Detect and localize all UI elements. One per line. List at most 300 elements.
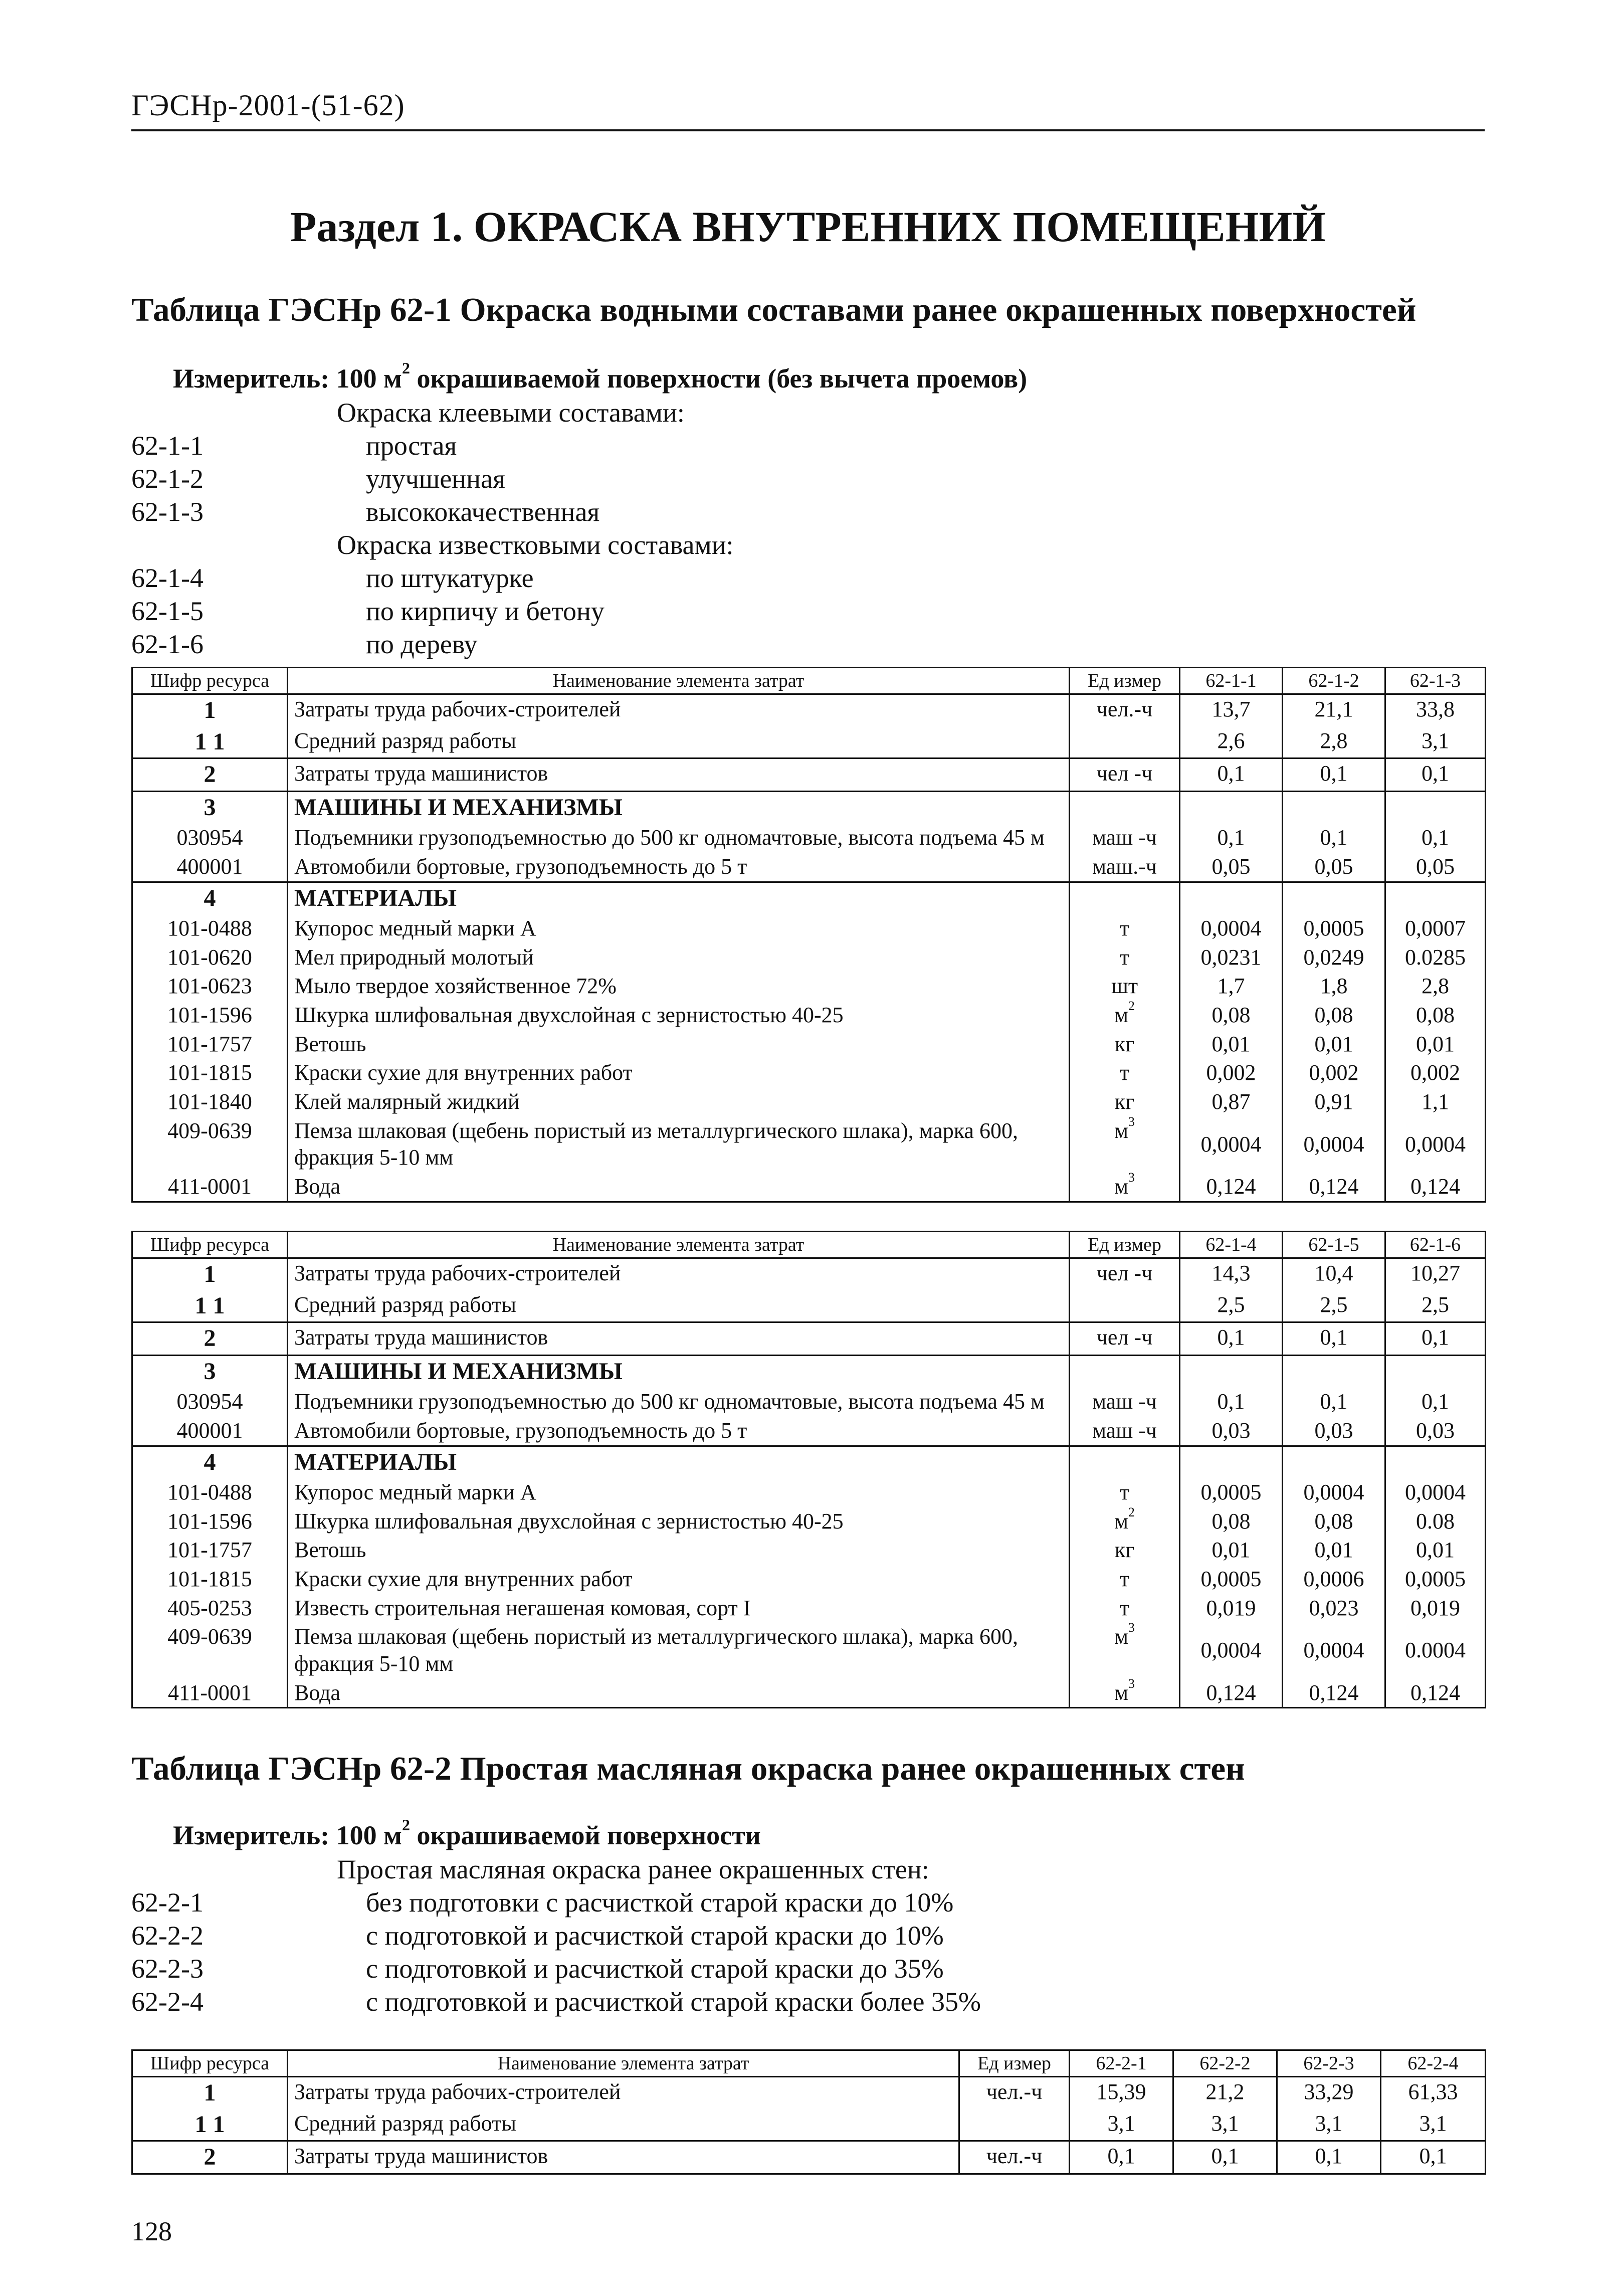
- resource-code: 400001: [132, 852, 288, 882]
- table-row: [132, 1030, 1486, 1059]
- column-header: Шифр ресурса: [132, 668, 288, 694]
- unit-sup: 3: [1128, 1620, 1135, 1635]
- resource-code: 101-0620: [132, 943, 288, 972]
- table-row: [132, 1258, 1486, 1290]
- resource-unit: [959, 2141, 1070, 2174]
- resource-unit: [1070, 1030, 1180, 1059]
- unit-text: чел.-ч: [986, 2144, 1043, 2169]
- resource-unit: [1070, 1594, 1180, 1623]
- resource-code: 101-1757: [132, 1536, 288, 1565]
- unit-text: т: [1119, 916, 1130, 941]
- resource-code: 1: [132, 1258, 288, 1290]
- resource-value: 0,0005: [1385, 1565, 1486, 1594]
- item-code: 62-1-1: [131, 431, 204, 461]
- unit-text: м: [1114, 1003, 1128, 1028]
- resource-name: Подъемники грузоподъемностью до 500 кг одномачтовые, высота подъема 45 м: [288, 823, 1070, 852]
- resource-value: 0,87: [1180, 1087, 1283, 1116]
- resource-unit: [1070, 1322, 1180, 1356]
- resource-value: 0,124: [1385, 1678, 1486, 1708]
- resource-name: Средний разряд работы: [288, 1290, 1070, 1322]
- resource-unit: [1070, 914, 1180, 943]
- resource-value: 2,8: [1385, 972, 1486, 1001]
- resource-value: 0,01: [1283, 1536, 1385, 1565]
- column-header: 62-1-6: [1385, 1232, 1486, 1258]
- resource-value: 0,0004: [1283, 1478, 1385, 1507]
- resource-unit: [1070, 1058, 1180, 1087]
- resource-value: 0,0004: [1283, 1116, 1385, 1172]
- resource-code: 2: [132, 1322, 288, 1356]
- resource-code: 1 1: [132, 2109, 288, 2141]
- resource-value: 0,124: [1180, 1678, 1283, 1708]
- resource-value: [1385, 791, 1486, 823]
- resource-code: 409-0639: [132, 1622, 288, 1678]
- resource-name: Подъемники грузоподъемностью до 500 кг одномачтовые, высота подъема 45 м: [288, 1387, 1070, 1416]
- resource-name: Затраты труда рабочих-строителей: [288, 694, 1070, 726]
- resource-value: 2,5: [1283, 1290, 1385, 1322]
- resource-value: 3,1: [1277, 2109, 1381, 2141]
- resource-value: 0.0004: [1385, 1622, 1486, 1678]
- resource-value: 0,1: [1381, 2141, 1486, 2174]
- unit-text: м: [1114, 1508, 1128, 1534]
- resource-unit: [1070, 1258, 1180, 1290]
- resource-value: 2,6: [1180, 726, 1283, 758]
- table-row: [132, 1116, 1486, 1172]
- resource-code: 1: [132, 2077, 288, 2109]
- unit-text: т: [1119, 944, 1130, 970]
- unit-text: т: [1119, 1595, 1130, 1620]
- column-header: 62-2-1: [1070, 2050, 1173, 2077]
- resource-value: 0,1: [1180, 758, 1283, 792]
- resource-unit: [1070, 758, 1180, 792]
- table-62-1-grid-a: [131, 667, 1486, 1203]
- resource-value: 21,2: [1173, 2077, 1277, 2109]
- resource-value: 0,03: [1385, 1416, 1486, 1446]
- table-row: [132, 914, 1486, 943]
- resource-name: Купорос медный марки А: [288, 914, 1070, 943]
- resource-value: 1,7: [1180, 972, 1283, 1001]
- resource-value: 0,0005: [1180, 1478, 1283, 1507]
- table-row: [132, 852, 1486, 882]
- resource-value: 10,27: [1385, 1258, 1486, 1290]
- resource-value: 61,33: [1381, 2077, 1486, 2109]
- resource-name: Мел природный молотый: [288, 943, 1070, 972]
- column-header: Наименование элемента затрат: [288, 668, 1070, 694]
- resource-value: 10,4: [1283, 1258, 1385, 1290]
- resource-code: 101-1815: [132, 1058, 288, 1087]
- resource-value: [1180, 791, 1283, 823]
- table-62-1-grid-b: [131, 1231, 1486, 1708]
- resource-value: 2,5: [1385, 1290, 1486, 1322]
- item-text: без подготовки с расчисткой старой краски до 10%: [366, 1887, 954, 1918]
- resource-name: Средний разряд работы: [288, 726, 1070, 758]
- resource-code: 1: [132, 694, 288, 726]
- resource-value: 0,124: [1283, 1172, 1385, 1202]
- resource-value: 0,1: [1180, 1322, 1283, 1356]
- resource-name: Затраты труда машинистов: [288, 2141, 959, 2174]
- resource-name: МАШИНЫ И МЕХАНИЗМЫ: [288, 791, 1070, 823]
- unit-text: м: [1114, 1624, 1128, 1649]
- unit-text: маш.-ч: [1092, 854, 1157, 879]
- resource-unit: [1070, 1355, 1180, 1387]
- resource-value: 0,0004: [1385, 1478, 1486, 1507]
- resource-unit: [1070, 1416, 1180, 1446]
- resource-value: 0,124: [1283, 1678, 1385, 1708]
- resource-unit: [1070, 1678, 1180, 1708]
- resource-unit: [1070, 1622, 1180, 1678]
- resource-value: 0,0004: [1283, 1622, 1385, 1678]
- resource-value: 0,08: [1283, 1001, 1385, 1030]
- resource-value: 0,1: [1277, 2141, 1381, 2174]
- resource-unit: [1070, 1565, 1180, 1594]
- table-row: [132, 1478, 1486, 1507]
- resource-code: 2: [132, 758, 288, 792]
- table-row: [132, 1565, 1486, 1594]
- resource-code: 2: [132, 2141, 288, 2174]
- unit-sup: 2: [1128, 1504, 1135, 1519]
- resource-value: 0,08: [1180, 1001, 1283, 1030]
- resource-name: Затраты труда рабочих-строителей: [288, 2077, 959, 2109]
- resource-name: МАТЕРИАЛЫ: [288, 1446, 1070, 1478]
- section-title: Раздел 1. ОКРАСКА ВНУТРЕННИХ ПОМЕЩЕНИЙ: [290, 203, 1326, 251]
- item-code: 62-1-4: [131, 563, 204, 593]
- column-header: 62-1-3: [1385, 668, 1486, 694]
- resource-value: [1180, 1355, 1283, 1387]
- resource-code: 4: [132, 1446, 288, 1478]
- table-header-row: [132, 668, 1486, 694]
- table-row: [132, 726, 1486, 758]
- running-header: ГЭСНр-2001-(51-62): [131, 89, 405, 122]
- column-header: Ед измер: [959, 2050, 1070, 2077]
- item-code: 62-2-1: [131, 1887, 204, 1918]
- item-code: 62-2-2: [131, 1921, 204, 1951]
- resource-code: 101-1596: [132, 1001, 288, 1030]
- unit-text: чел -ч: [1096, 1325, 1153, 1350]
- resource-value: [1283, 1355, 1385, 1387]
- resource-name: Известь строительная негашеная комовая, сорт I: [288, 1594, 1070, 1623]
- table-row: [132, 1058, 1486, 1087]
- resource-value: 0,05: [1180, 852, 1283, 882]
- table-row: [132, 2109, 1486, 2141]
- resource-value: 0,0005: [1180, 1565, 1283, 1594]
- resource-name: Затраты труда машинистов: [288, 1322, 1070, 1356]
- page-number: 128: [131, 2216, 172, 2246]
- column-header: Ед измер: [1070, 1232, 1180, 1258]
- table-row: [132, 1507, 1486, 1536]
- column-header: 62-1-5: [1283, 1232, 1385, 1258]
- resource-name: Затраты труда рабочих-строителей: [288, 1258, 1070, 1290]
- item-code: 62-1-5: [131, 596, 204, 626]
- resource-value: 14,3: [1180, 1258, 1283, 1290]
- table-row: [132, 1387, 1486, 1416]
- resource-value: 0,0231: [1180, 943, 1283, 972]
- resource-value: [1180, 1446, 1283, 1478]
- resource-value: 0.0285: [1385, 943, 1486, 972]
- unit-text: м: [1114, 1174, 1128, 1199]
- resource-name: Мыло твердое хозяйственное 72%: [288, 972, 1070, 1001]
- resource-code: 101-1757: [132, 1030, 288, 1059]
- table-header-row: [132, 2050, 1486, 2077]
- resource-value: 2,8: [1283, 726, 1385, 758]
- resource-value: 0,1: [1173, 2141, 1277, 2174]
- table-row: [132, 882, 1486, 914]
- unit-text: м: [1114, 1680, 1128, 1705]
- resource-value: 3,1: [1070, 2109, 1173, 2141]
- resource-unit: [1070, 1172, 1180, 1202]
- unit-text: т: [1119, 1480, 1130, 1505]
- resource-name: МАТЕРИАЛЫ: [288, 882, 1070, 914]
- resource-value: 0,01: [1283, 1030, 1385, 1059]
- table-row: [132, 1087, 1486, 1116]
- resource-unit: [1070, 1387, 1180, 1416]
- column-header: Шифр ресурса: [132, 1232, 288, 1258]
- unit-text: шт: [1111, 974, 1138, 999]
- table-row: [132, 758, 1486, 792]
- unit-text: маш -ч: [1092, 825, 1157, 850]
- resource-value: 0,0249: [1283, 943, 1385, 972]
- resource-unit: [959, 2077, 1070, 2109]
- resource-code: 030954: [132, 1387, 288, 1416]
- resource-unit: [1070, 1504, 1180, 1536]
- table-row: [132, 1416, 1486, 1446]
- resource-value: 0,0004: [1180, 1116, 1283, 1172]
- resource-value: 0,1: [1283, 823, 1385, 852]
- resource-value: 2,5: [1180, 1290, 1283, 1322]
- meter-text: окрашиваемой поверхности: [417, 1820, 761, 1850]
- resource-code: 101-1815: [132, 1565, 288, 1594]
- resource-value: 0,03: [1283, 1416, 1385, 1446]
- resource-unit: [1070, 1116, 1180, 1172]
- resource-unit: [1070, 823, 1180, 852]
- resource-unit: [1070, 1478, 1180, 1507]
- resource-unit: [1070, 1290, 1180, 1322]
- item-text: с подготовкой и расчисткой старой краски более 35%: [366, 1987, 981, 2017]
- meter-sup: 2: [401, 359, 410, 377]
- resource-value: 0,1: [1283, 1322, 1385, 1356]
- resource-unit: [1070, 852, 1180, 882]
- table-row: [132, 1001, 1486, 1030]
- resource-value: 0,1: [1283, 1387, 1385, 1416]
- resource-value: 0,1: [1070, 2141, 1173, 2174]
- resource-name: МАШИНЫ И МЕХАНИЗМЫ: [288, 1355, 1070, 1387]
- group-title-text: Простая масляная окраска ранее окрашенных стен:: [337, 1854, 929, 1884]
- resource-value: 0,002: [1385, 1058, 1486, 1087]
- meter-qty: 100 м: [336, 1820, 402, 1850]
- resource-code: 030954: [132, 823, 288, 852]
- resource-name: Пемза шлаковая (щебень пористый из металлургического шлака), марка 600, фракция 5-10 мм: [288, 1622, 1070, 1678]
- resource-name: Шкурка шлифовальная двухслойная с зернистостью 40-25: [288, 1507, 1070, 1536]
- item-code: 62-1-2: [131, 464, 204, 494]
- table-62-2-meter: [173, 1816, 761, 1851]
- unit-text: маш -ч: [1092, 1418, 1157, 1443]
- unit-sup: 3: [1128, 1114, 1135, 1129]
- column-header: 62-2-3: [1277, 2050, 1381, 2077]
- resource-value: 0,124: [1180, 1172, 1283, 1202]
- resource-value: 0,124: [1385, 1172, 1486, 1202]
- resource-value: [1180, 882, 1283, 914]
- column-header: Наименование элемента затрат: [288, 2050, 959, 2077]
- unit-text: т: [1119, 1060, 1130, 1085]
- item-text: простая: [366, 431, 457, 461]
- resource-value: 0,08: [1283, 1507, 1385, 1536]
- table-row: [132, 1172, 1486, 1202]
- column-header: Шифр ресурса: [132, 2050, 288, 2077]
- resource-code: 1 1: [132, 1290, 288, 1322]
- resource-value: 0,1: [1180, 1387, 1283, 1416]
- resource-value: 0,023: [1283, 1594, 1385, 1623]
- resource-value: 3,1: [1381, 2109, 1486, 2141]
- resource-value: 0,05: [1385, 852, 1486, 882]
- resource-value: 0,0004: [1180, 1622, 1283, 1678]
- column-header: 62-1-1: [1180, 668, 1283, 694]
- unit-text: маш -ч: [1092, 1389, 1157, 1414]
- resource-value: 0,002: [1180, 1058, 1283, 1087]
- resource-code: 101-1596: [132, 1507, 288, 1536]
- resource-unit: [1070, 882, 1180, 914]
- resource-value: 0,01: [1180, 1030, 1283, 1059]
- resource-unit: [1070, 1446, 1180, 1478]
- resource-code: 101-0488: [132, 914, 288, 943]
- resource-value: 0,91: [1283, 1087, 1385, 1116]
- unit-text: чел -ч: [1096, 1261, 1153, 1285]
- resource-value: 0,019: [1180, 1594, 1283, 1623]
- table-row: [132, 1594, 1486, 1623]
- resource-value: 0,01: [1180, 1536, 1283, 1565]
- resource-unit: [1070, 791, 1180, 823]
- unit-text: кг: [1114, 1031, 1135, 1056]
- table-header-row: [132, 1232, 1486, 1258]
- resource-unit: [1070, 726, 1180, 758]
- resource-value: 0,0005: [1283, 914, 1385, 943]
- table-row: [132, 1290, 1486, 1322]
- column-header: Ед измер: [1070, 668, 1180, 694]
- resource-code: 400001: [132, 1416, 288, 1446]
- table-62-1-meter: [173, 359, 1028, 394]
- table-row: [132, 1446, 1486, 1478]
- resource-value: 15,39: [1070, 2077, 1173, 2109]
- resource-code: 4: [132, 882, 288, 914]
- resource-value: 0,1: [1385, 823, 1486, 852]
- resource-unit: [1070, 943, 1180, 972]
- column-header: 62-1-2: [1283, 668, 1385, 694]
- table-row: [132, 943, 1486, 972]
- resource-code: 3: [132, 791, 288, 823]
- resource-name: Купорос медный марки А: [288, 1478, 1070, 1507]
- group-title-text: Окраска клеевыми составами:: [337, 398, 685, 428]
- column-header: Наименование элемента затрат: [288, 1232, 1070, 1258]
- resource-value: 13,7: [1180, 694, 1283, 726]
- resource-value: 1,1: [1385, 1087, 1486, 1116]
- resource-code: 405-0253: [132, 1594, 288, 1623]
- item-text: по дереву: [366, 629, 478, 659]
- item-text: по штукатурке: [366, 563, 534, 593]
- resource-code: 101-1840: [132, 1087, 288, 1116]
- item-code: 62-2-3: [131, 1954, 204, 1984]
- item-text: улучшенная: [366, 464, 505, 494]
- table-62-2-grid: [131, 2049, 1486, 2175]
- unit-text: чел.-ч: [1096, 697, 1153, 721]
- item-code: 62-1-6: [131, 629, 204, 659]
- resource-value: 33,29: [1277, 2077, 1381, 2109]
- resource-value: 0,0006: [1283, 1565, 1385, 1594]
- resource-value: [1283, 1446, 1385, 1478]
- meter-qty: 100 м: [336, 363, 402, 394]
- resource-value: 21,1: [1283, 694, 1385, 726]
- resource-name: Краски сухие для внутренних работ: [288, 1565, 1070, 1594]
- resource-value: [1385, 1446, 1486, 1478]
- resource-code: 1 1: [132, 726, 288, 758]
- resource-value: 0.08: [1385, 1507, 1486, 1536]
- resource-value: 0,1: [1385, 758, 1486, 792]
- item-code: 62-2-4: [131, 1987, 204, 2017]
- table-row: [132, 1322, 1486, 1356]
- resource-code: 411-0001: [132, 1678, 288, 1708]
- table-row: [132, 2077, 1486, 2109]
- header-rule: [131, 129, 1485, 131]
- table-row: [132, 1536, 1486, 1565]
- resource-name: Ветошь: [288, 1030, 1070, 1059]
- unit-sup: 2: [1128, 999, 1135, 1014]
- resource-value: 0,0004: [1385, 1116, 1486, 1172]
- resource-value: 0,1: [1385, 1322, 1486, 1356]
- resource-value: [1385, 882, 1486, 914]
- resource-value: 0,1: [1283, 758, 1385, 792]
- resource-name: Шкурка шлифовальная двухслойная с зернистостью 40-25: [288, 1001, 1070, 1030]
- resource-value: 0,1: [1385, 1387, 1486, 1416]
- resource-value: 0,05: [1283, 852, 1385, 882]
- item-text: с подготовкой и расчисткой старой краски до 10%: [366, 1921, 944, 1951]
- unit-text: кг: [1114, 1089, 1135, 1114]
- item-text: высококачественная: [366, 497, 600, 527]
- resource-value: 0,019: [1385, 1594, 1486, 1623]
- unit-text: м: [1114, 1118, 1128, 1143]
- resource-value: 3,1: [1385, 726, 1486, 758]
- resource-value: 0,002: [1283, 1058, 1385, 1087]
- resource-unit: [959, 2109, 1070, 2141]
- resource-name: Затраты труда машинистов: [288, 758, 1070, 792]
- resource-code: 411-0001: [132, 1172, 288, 1202]
- resource-value: 33,8: [1385, 694, 1486, 726]
- resource-value: [1385, 1355, 1486, 1387]
- item-text: с подготовкой и расчисткой старой краски до 35%: [366, 1954, 944, 1984]
- table-row: [132, 823, 1486, 852]
- table-row: [132, 1678, 1486, 1708]
- item-code: 62-1-3: [131, 497, 204, 527]
- resource-name: Пемза шлаковая (щебень пористый из металлургического шлака), марка 600, фракция 5-10 мм: [288, 1116, 1070, 1172]
- resource-unit: [1070, 1536, 1180, 1565]
- meter-sup: 2: [401, 1816, 410, 1834]
- resource-unit: [1070, 972, 1180, 1001]
- item-text: по кирпичу и бетону: [366, 596, 604, 626]
- table-row: [132, 694, 1486, 726]
- resource-value: 3,1: [1173, 2109, 1277, 2141]
- resource-value: 0,01: [1385, 1536, 1486, 1565]
- group-title-text: Окраска известковыми составами:: [337, 530, 734, 560]
- meter-label: Измеритель:: [173, 1820, 330, 1850]
- resource-name: Клей малярный жидкий: [288, 1087, 1070, 1116]
- resource-value: 0,08: [1385, 1001, 1486, 1030]
- table-row: [132, 2141, 1486, 2174]
- unit-text: кг: [1114, 1538, 1135, 1563]
- unit-text: чел -ч: [1096, 761, 1153, 786]
- table-row: [132, 791, 1486, 823]
- unit-sup: 3: [1128, 1170, 1135, 1185]
- resource-code: 409-0639: [132, 1116, 288, 1172]
- resource-unit: [1070, 694, 1180, 726]
- resource-value: 0,0004: [1180, 914, 1283, 943]
- resource-value: 0,03: [1180, 1416, 1283, 1446]
- resource-value: [1283, 882, 1385, 914]
- table-row: [132, 1622, 1486, 1678]
